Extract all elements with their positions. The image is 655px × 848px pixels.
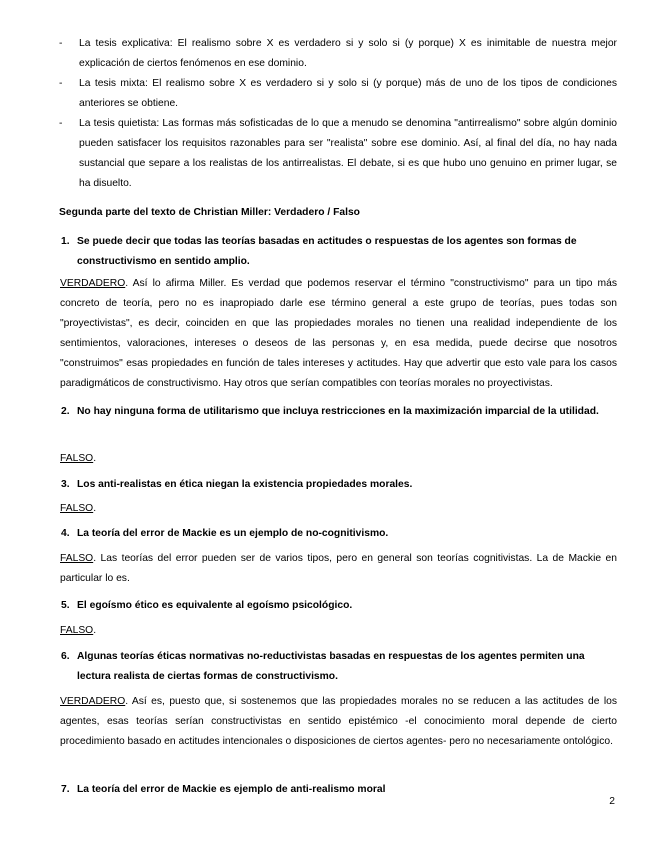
bullet-item [57,74,617,114]
bullet-text: La tesis quietista: Las formas más sofisticadas de lo que a menudo se denomina "antirrealismo" sobre algún dominio pueden satisfacer los requisitos razonables para ser "realista" sobre ese dominio. Así, al final del día, no hay nada sustancial que separe a los realistas de los antirrealistas. El debate, si es que hubo uno genuino en primer lugar, se ha disuelto. [79,118,617,189]
question [59,475,617,495]
question-text: La teoría del error de Mackie es ejemplo de anti-realismo moral [77,784,386,795]
page-number: 2 [609,796,615,807]
answer [38,499,617,519]
answer-label: VERDADERO [60,278,126,289]
answer [38,621,617,641]
question [59,780,617,800]
bullet-text: La tesis explicativa: El realismo sobre X es verdadero si y solo si (y porque) X es inimitable de nuestra mejor explicación de ciertos fenómenos en ese dominio. [79,38,617,69]
answer-label: VERDADERO [60,696,126,707]
answer-text: . [93,503,97,514]
question-number: 3. [61,479,70,490]
bullet-text: La tesis mixta: El realismo sobre X es verdadero si y solo si (y porque) más de uno de los tipos de condiciones anteriores se obtiene. [79,78,617,109]
answer-label: FALSO [60,553,94,564]
answer-text: . [93,453,97,464]
answer-text: . Así es, puesto que, si sostenemos que las propiedades morales no se reducen a las actitudes de los agentes, esas teorías serían constructivistas en sentido epistémico -el conocimiento moral depende de cierto procedimiento basado en actitudes intencionales o disposiciones de ciertos agentes- pero no necesariamente ontológico. [60,696,617,747]
question-number: 4. [61,528,70,539]
bullet-item [57,34,617,74]
question-text: Algunas teorías éticas normativas no-reductivistas basadas en respuestas de los agentes permiten una lectura realista de ciertas formas de constructivismo. [77,651,585,682]
answer-text: . Las teorías del error pueden ser de varios tipos, pero en general son teorías cognitivistas. La de Mackie en particular lo es. [60,553,617,584]
dash-marker: - [59,118,63,129]
answer [38,549,617,589]
question [59,232,617,272]
dash-marker: - [59,38,63,49]
answer-text: . [93,625,97,636]
dash-marker: - [59,78,63,89]
answer [38,692,617,752]
question [59,647,617,687]
question [59,596,617,616]
question-number: 1. [61,236,70,247]
bullet-item [57,114,617,194]
question-text: El egoísmo ético es equivalente al egoísmo psicológico. [77,600,353,611]
question-text: No hay ninguna forma de utilitarismo que incluya restricciones en la maximización imparcial de la utilidad. [77,406,599,417]
question-text: Se puede decir que todas las teorías basadas en actitudes o respuestas de los agentes son formas de constructivismo en sentido amplio. [77,236,577,267]
answer [38,274,617,394]
bullet-list [57,34,617,194]
question-number: 2. [61,406,70,417]
answer-label: FALSO [60,625,94,636]
question-number: 7. [61,784,70,795]
question-text: Los anti-realistas en ética niegan la existencia propiedades morales. [77,479,413,490]
answer [38,449,617,469]
answer-text: . Así lo afirma Miller. Es verdad que podemos reservar el término "constructivismo" para un tipo más concreto de teoría, pero no es inapropiado darle ese término general a este grupo de teorías, pues todas son "proyectivistas", es decir, coinciden en que las propiedades morales no tienen una realidad independiente de los sentimientos, valoraciones, intereses o deseos de las personas y, en esa medida, puede decirse que nosotros "construimos" esas propiedades en función de tales intereses y actitudes. Hay que advertir que esto vale para los casos paradigmáticos de constructivismo. Hay otros que serían compatibles con teorías morales no proyectivistas. [60,278,617,389]
question-text: La teoría del error de Mackie es un ejemplo de no-cognitivismo. [77,528,389,539]
question [59,402,617,422]
answer-label: FALSO [60,453,94,464]
question [59,524,617,544]
question-number: 5. [61,600,70,611]
question-number: 6. [61,651,70,662]
section-title: Segunda parte del texto de Christian Miller: Verdadero / Falso [59,207,360,218]
answer-label: FALSO [60,503,94,514]
